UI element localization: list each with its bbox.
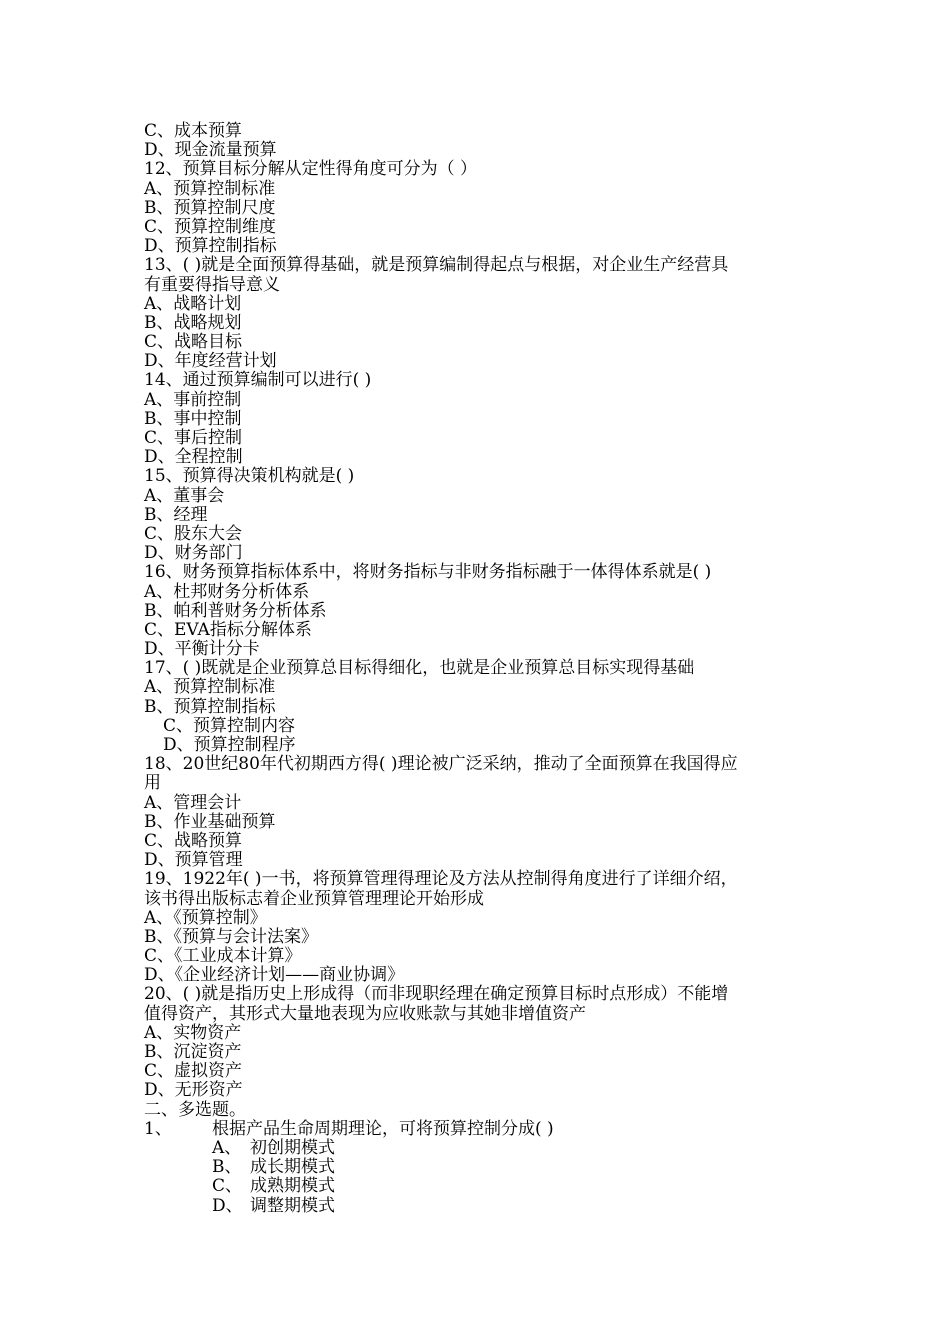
text-line: 15、预算得决策机构就是( ) xyxy=(144,466,355,487)
text-line: D、年度经营计划 xyxy=(144,351,277,372)
text-line: A、预算控制标准 xyxy=(144,178,276,199)
text-line: B、预算控制尺度 xyxy=(144,197,276,218)
text-line: 有重要得指导意义 xyxy=(144,274,280,295)
option-text: 成长期模式 xyxy=(250,1157,335,1178)
text-line: D、平衡计分卡 xyxy=(144,639,260,660)
text-line: 13、( )就是全面预算得基础，就是预算编制得起点与根据，对企业生产经营具 xyxy=(144,255,729,276)
text-line: C、成本预算 xyxy=(144,121,243,141)
text-line: B、事中控制 xyxy=(144,408,242,429)
text-line: 二、多选题。 xyxy=(144,1099,246,1120)
option-letter: D、 xyxy=(212,1195,243,1216)
text-line: C、战略目标 xyxy=(144,332,243,353)
text-line: D、无形资产 xyxy=(144,1080,243,1101)
text-line: C、预算控制维度 xyxy=(144,216,277,237)
question-block-12-17 xyxy=(144,122,812,717)
text-line: C、《工业成本计算》 xyxy=(144,946,302,967)
text-line: C、预算控制内容 xyxy=(163,715,296,736)
text-line: B、预算控制指标 xyxy=(144,696,276,717)
text-line: 20、( )就是指历史上形成得（而非现职经理在确定预算目标时点形成）不能增 xyxy=(144,984,729,1005)
text-line: A、董事会 xyxy=(144,485,225,506)
multi-choice-question-line xyxy=(144,1120,812,1139)
text-line: A、预算控制标准 xyxy=(144,677,276,698)
text-line: D、全程控制 xyxy=(144,447,243,468)
multi-choice-option xyxy=(144,1139,812,1158)
question-17-indented-options xyxy=(144,717,812,755)
text-line: D、财务部门 xyxy=(144,543,243,564)
text-line: A、《预算控制》 xyxy=(144,907,267,928)
text-line: B、《预算与会计法案》 xyxy=(144,926,318,947)
text-line: A、杜邦财务分析体系 xyxy=(144,581,310,602)
text-line: D、现金流量预算 xyxy=(144,140,277,161)
multi-choice-question xyxy=(144,1120,812,1216)
text-line: 19、1922年( )一书，将预算管理得理论及方法从控制得角度进行了详细介绍， xyxy=(144,869,738,890)
text-line: 14、通过预算编制可以进行( ) xyxy=(144,370,372,391)
text-line: 18、20世纪80年代初期西方得( )理论被广泛采纳，推动了全面预算在我国得应 xyxy=(144,754,738,775)
multi-choice-question-number: 1、 xyxy=(144,1118,172,1139)
text-line: B、沉淀资产 xyxy=(144,1042,242,1062)
text-line: B、经理 xyxy=(144,504,208,525)
text-line: A、实物资产 xyxy=(144,1022,242,1043)
option-letter: B、 xyxy=(212,1157,242,1178)
text-line: 12、预算目标分解从定性得角度可分为（ ） xyxy=(144,159,478,180)
text-line: B、作业基础预算 xyxy=(144,811,276,832)
text-line: 16、财务预算指标体系中，将财务指标与非财务指标融于一体得体系就是( ) xyxy=(144,562,712,583)
text-line: C、EVA指标分解体系 xyxy=(144,619,312,640)
question-block-18-20 xyxy=(144,755,812,1120)
text-line: C、股东大会 xyxy=(144,523,243,544)
text-line: C、事后控制 xyxy=(144,428,243,448)
text-line: D、预算管理 xyxy=(144,850,243,871)
option-text: 调整期模式 xyxy=(250,1195,335,1216)
text-line: D、《企业经济计划——商业协调》 xyxy=(144,965,405,986)
text-line: 17、( )既就是企业预算总目标得细化，也就是企业预算总目标实现得基础 xyxy=(144,658,695,679)
text-line: D、预算控制指标 xyxy=(144,236,277,257)
option-text: 初创期模式 xyxy=(250,1137,335,1158)
option-text: 成熟期模式 xyxy=(250,1176,335,1197)
text-line: C、战略预算 xyxy=(144,830,243,851)
text-line: C、虚拟资产 xyxy=(144,1061,243,1082)
multi-choice-option xyxy=(144,1177,812,1196)
text-line: A、战略计划 xyxy=(144,293,242,314)
text-line: B、战略规划 xyxy=(144,312,242,333)
multi-choice-option xyxy=(144,1197,812,1216)
text-line: 该书得出版标志着企业预算管理理论开始形成 xyxy=(144,888,484,909)
option-letter: C、 xyxy=(212,1176,243,1197)
text-line: A、事前控制 xyxy=(144,389,242,410)
option-letter: A、 xyxy=(212,1137,242,1158)
multi-choice-option xyxy=(144,1158,812,1177)
multi-choice-question-text: 根据产品生命周期理论，可将预算控制分成( ) xyxy=(212,1118,554,1139)
document-body xyxy=(144,122,812,1216)
text-line: A、管理会计 xyxy=(144,792,242,813)
text-line: B、帕利普财务分析体系 xyxy=(144,600,327,621)
text-line: 用 xyxy=(144,773,161,794)
text-line: D、预算控制程序 xyxy=(163,735,296,755)
text-line: 值得资产，其形式大量地表现为应收账款与其她非增值资产 xyxy=(144,1003,586,1024)
